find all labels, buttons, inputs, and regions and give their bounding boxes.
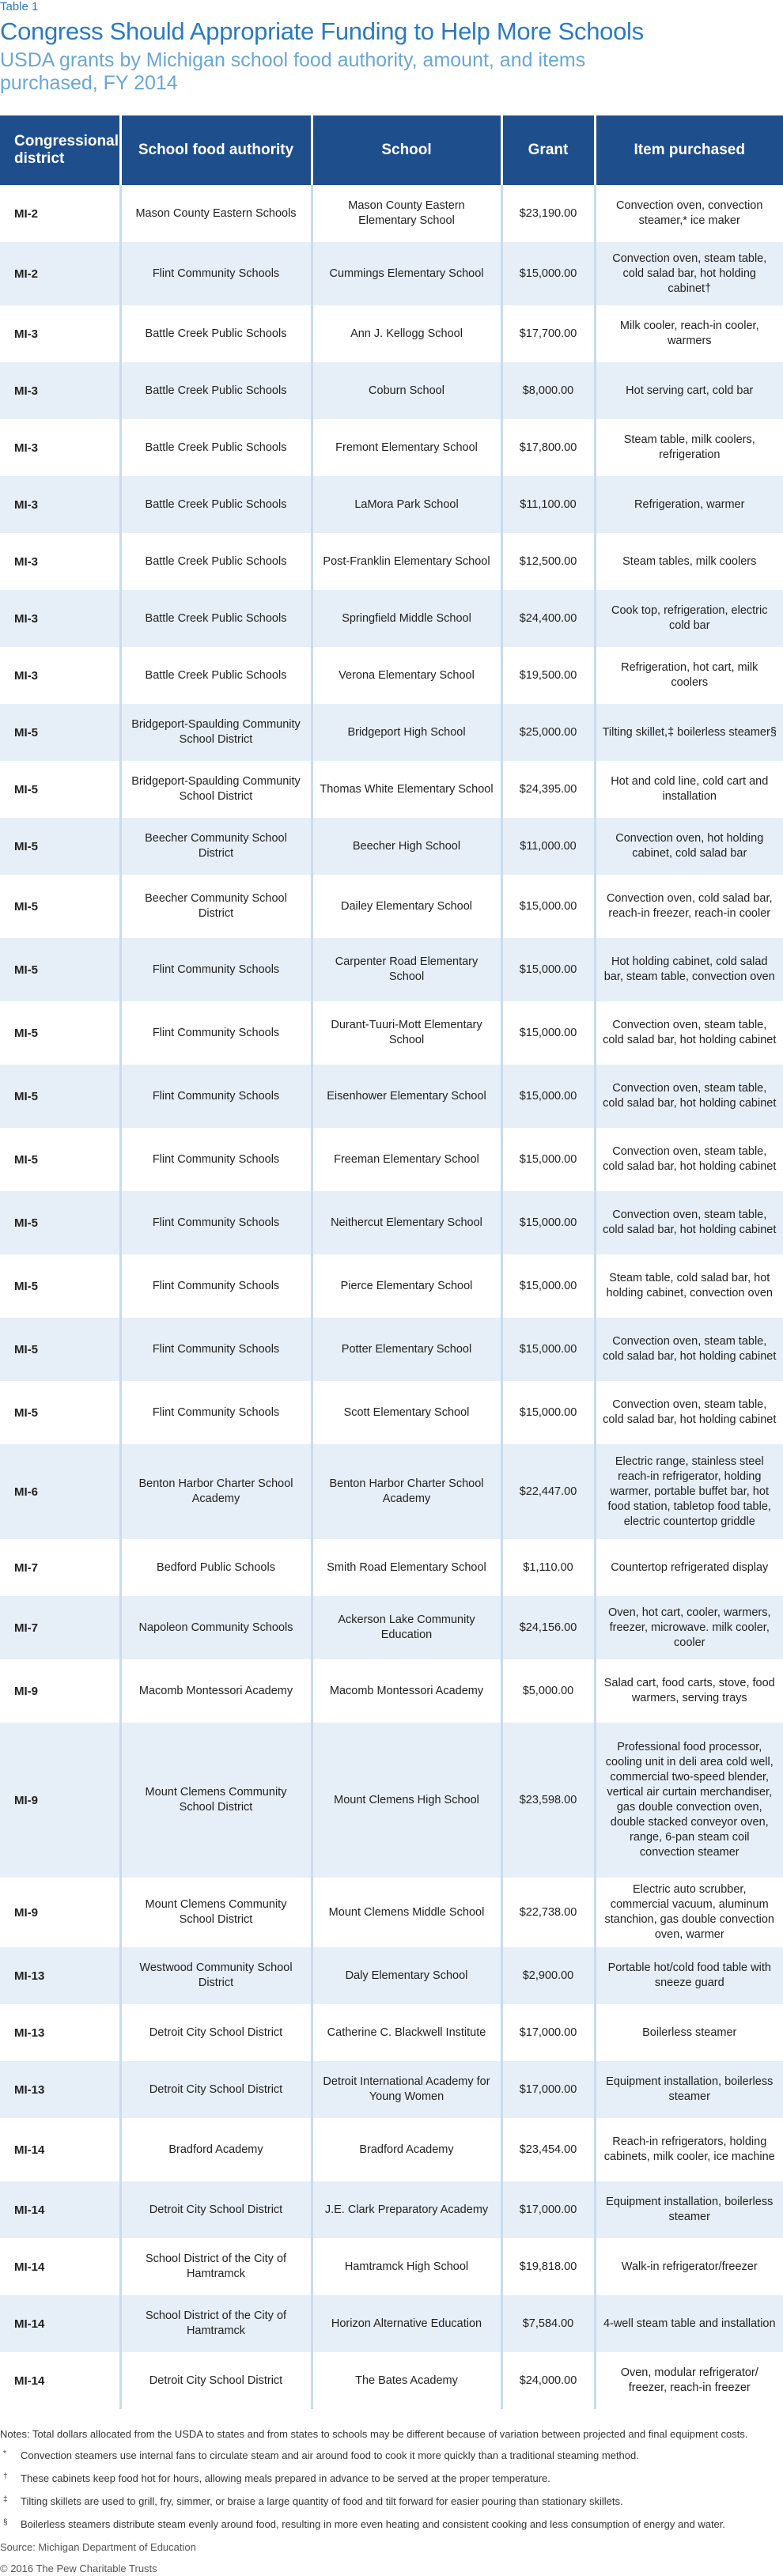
cell-school: Ackerson Lake Community Education: [312, 1596, 501, 1659]
cell-grant: $24,395.00: [501, 761, 595, 818]
cell-grant: $17,700.00: [501, 305, 595, 362]
cell-district: MI-3: [0, 533, 120, 590]
cell-items: 4-well steam table and installation: [603, 2317, 776, 2330]
cell-items: Hot holding cabinet, cold salad bar, steam table, convection oven: [603, 955, 775, 983]
cell-items: Convection oven, steam table, cold salad bar, hot holding cabinet: [603, 1145, 777, 1173]
table-row: [0, 761, 783, 818]
cell-school: Hamtramck High School: [312, 2238, 501, 2295]
table-row: [0, 1444, 783, 1539]
cell-school: Neithercut Elementary School: [312, 1191, 501, 1254]
cell-authority: Bridgeport-Spaulding Community School District: [120, 761, 312, 818]
cell-school: Potter Elementary School: [312, 1318, 501, 1381]
cell-items: Hot and cold line, cold cart and installation: [611, 775, 769, 803]
table-row: [0, 2181, 783, 2238]
cell-items: Portable hot/cold food table with sneeze guard: [607, 1961, 771, 1989]
table-row: [0, 704, 783, 761]
cell-grant: $24,400.00: [501, 590, 595, 647]
table-row: [0, 362, 783, 419]
cell-district: MI-5: [0, 875, 120, 938]
source-line: Source: Michigan Department of Education: [0, 2541, 196, 2553]
cell-items: Countertop refrigerated display: [611, 1560, 769, 1574]
cell-items: Walk-in refrigerator/freezer: [621, 2260, 758, 2273]
cell-grant: $11,000.00: [501, 818, 595, 875]
cell-school: Durant-Tuuri-Mott Elementary School: [312, 1001, 501, 1065]
cell-school: Carpenter Road Elementary School: [312, 938, 501, 1001]
copyright-line: © 2016 The Pew Charitable Trusts: [0, 2563, 157, 2574]
cell-items: Convection oven, steam table, cold salad bar, hot holding cabinet: [603, 1398, 777, 1426]
table-row: [0, 2352, 783, 2409]
cell-items: Refrigeration, warmer: [634, 497, 745, 511]
cell-grant: $2,900.00: [501, 1947, 595, 2004]
cell-school: Macomb Montessori Academy: [312, 1659, 501, 1723]
column-header-items: Item purchased: [595, 115, 783, 185]
cell-school: Springfield Middle School: [312, 590, 501, 647]
cell-district: MI-3: [0, 647, 120, 704]
cell-school: Smith Road Elementary School: [312, 1539, 501, 1596]
cell-grant: $22,447.00: [501, 1444, 595, 1539]
cell-school: Catherine C. Blackwell Institute: [312, 2004, 501, 2061]
cell-authority: Detroit City School District: [120, 2061, 312, 2118]
cell-district: MI-5: [0, 761, 120, 818]
footnote: [0, 2448, 783, 2463]
table-row: [0, 1878, 783, 1947]
cell-district: MI-5: [0, 704, 120, 761]
cell-school: Post-Franklin Elementary School: [312, 533, 501, 590]
cell-grant: $15,000.00: [501, 875, 595, 938]
cell-school: Scott Elementary School: [312, 1381, 501, 1444]
cell-items: Electric auto scrubber, commercial vacuum, aluminum stanchion, gas double convection oven, warmer: [604, 1883, 774, 1941]
cell-district: MI-2: [0, 185, 120, 242]
cell-grant: $15,000.00: [501, 1191, 595, 1254]
table-row: [0, 1191, 783, 1254]
table-row: [0, 1128, 783, 1191]
table-row: [0, 1596, 783, 1659]
cell-district: MI-3: [0, 362, 120, 419]
cell-school: Ann J. Kellogg School: [312, 305, 501, 362]
cell-grant: $17,000.00: [501, 2004, 595, 2061]
cell-district: MI-5: [0, 1001, 120, 1065]
cell-authority: Battle Creek Public Schools: [120, 590, 312, 647]
cell-authority: Flint Community Schools: [120, 1128, 312, 1191]
cell-authority: Battle Creek Public Schools: [120, 533, 312, 590]
cell-grant: $24,156.00: [501, 1596, 595, 1659]
notes-intro: Notes: Total dollars allocated from the USDA to states and from states to schools may be different because of variation between projected and final equipment costs.: [0, 2428, 748, 2440]
cell-authority: Detroit City School District: [120, 2181, 312, 2238]
table-label: Table 1: [0, 0, 39, 13]
column-header-district: Congressional district: [0, 115, 120, 185]
cell-district: MI-13: [0, 2004, 120, 2061]
footnote-symbol: †: [3, 2472, 8, 2481]
cell-items: Professional food processor, cooling unit in deli area cold well, commercial two-speed blender, vertical air curtain merchandiser, gas double convection oven, double stacked conveyor oven, range, 6-pan steam coil convection steamer: [605, 1741, 774, 1859]
cell-items: Convection oven, steam table, cold salad bar, hot holding cabinet: [603, 1019, 777, 1046]
table-row: [0, 590, 783, 647]
cell-district: MI-7: [0, 1539, 120, 1596]
cell-items: Hot serving cart, cold bar: [626, 384, 754, 397]
table-row: [0, 1065, 783, 1128]
table-row: [0, 1001, 783, 1065]
table-row: [0, 1723, 783, 1878]
cell-district: MI-5: [0, 1128, 120, 1191]
cell-items: Oven, modular refrigerator/ freezer, reach-in freezer: [620, 2366, 758, 2394]
cell-items: Oven, hot cart, cooler, warmers, freezer, microwave. milk cooler, cooler: [608, 1606, 771, 1649]
footnote-symbol: §: [3, 2518, 8, 2527]
cell-district: MI-13: [0, 2061, 120, 2118]
cell-authority: Bedford Public Schools: [120, 1539, 312, 1596]
cell-school: Freeman Elementary School: [312, 1128, 501, 1191]
cell-school: Thomas White Elementary School: [312, 761, 501, 818]
cell-school: LaMora Park School: [312, 476, 501, 533]
cell-school: Mount Clemens High School: [312, 1723, 501, 1878]
column-header-grant: Grant: [501, 115, 595, 185]
cell-authority: Bridgeport-Spaulding Community School District: [120, 704, 312, 761]
table-row: [0, 305, 783, 362]
cell-district: MI-3: [0, 305, 120, 362]
cell-school: Verona Elementary School: [312, 647, 501, 704]
cell-district: MI-5: [0, 1254, 120, 1318]
cell-school: Pierce Elementary School: [312, 1254, 501, 1318]
table-row: [0, 476, 783, 533]
cell-authority: Beecher Community School District: [120, 875, 312, 938]
table-row: [0, 875, 783, 938]
cell-authority: Bradford Academy: [120, 2118, 312, 2181]
table-row: [0, 1381, 783, 1444]
cell-items: Convection oven, steam table, cold salad bar, hot holding cabinet: [603, 1082, 777, 1110]
cell-authority: School District of the City of Hamtramck: [120, 2238, 312, 2295]
cell-grant: $17,000.00: [501, 2181, 595, 2238]
cell-school: Benton Harbor Charter School Academy: [312, 1444, 501, 1539]
cell-items: Milk cooler, reach-in cooler, warmers: [619, 320, 759, 347]
cell-school: Beecher High School: [312, 818, 501, 875]
cell-district: MI-3: [0, 590, 120, 647]
cell-district: MI-7: [0, 1596, 120, 1659]
table-row: [0, 818, 783, 875]
page-subtitle: USDA grants by Michigan school food authority, amount, and items purchased, FY 2014: [0, 49, 586, 94]
cell-items: Convection oven, convection steamer,* ice maker: [616, 199, 763, 227]
cell-authority: Flint Community Schools: [120, 1381, 312, 1444]
cell-authority: Flint Community Schools: [120, 1001, 312, 1065]
cell-grant: $23,598.00: [501, 1723, 595, 1878]
cell-district: MI-14: [0, 2181, 120, 2238]
table-row: [0, 185, 783, 242]
footnote-text: Boilerless steamers distribute steam evenly around food, resulting in more even heating and consistent cooking and less consumption of energy and water.: [21, 2518, 726, 2530]
cell-authority: Flint Community Schools: [120, 1191, 312, 1254]
table-row: [0, 2295, 783, 2352]
cell-authority: Westwood Community School District: [120, 1947, 312, 2004]
table-row: [0, 2004, 783, 2061]
cell-items: Salad cart, food carts, stove, food warmers, serving trays: [603, 1677, 775, 1704]
table-row: [0, 1539, 783, 1596]
page-title: Congress Should Appropriate Funding to Help More Schools: [0, 17, 644, 45]
cell-authority: Benton Harbor Charter School Academy: [120, 1444, 312, 1539]
cell-school: Daly Elementary School: [312, 1947, 501, 2004]
cell-grant: $23,190.00: [501, 185, 595, 242]
cell-items: Convection oven, steam table, cold salad bar, hot holding cabinet: [603, 1209, 777, 1236]
cell-authority: Macomb Montessori Academy: [120, 1659, 312, 1723]
table-body: [0, 185, 783, 2409]
cell-district: MI-9: [0, 1659, 120, 1723]
cell-authority: Flint Community Schools: [120, 1318, 312, 1381]
cell-items: Reach-in refrigerators, holding cabinets, milk cooler, ice machine: [603, 2135, 775, 2163]
cell-school: Mount Clemens Middle School: [312, 1878, 501, 1947]
header-row: [0, 115, 783, 185]
cell-items: Cook top, refrigeration, electric cold bar: [611, 604, 768, 632]
cell-authority: Mount Clemens Community School District: [120, 1723, 312, 1878]
cell-grant: $1,110.00: [501, 1539, 595, 1596]
cell-grant: $11,100.00: [501, 476, 595, 533]
footnote-text: Convection steamers use internal fans to circulate steam and air around food to cook it more quickly than a traditional steaming method.: [21, 2449, 639, 2461]
table-row: [0, 2238, 783, 2295]
cell-authority: Flint Community Schools: [120, 242, 312, 305]
cell-items: Boilerless steamer: [642, 2026, 737, 2039]
cell-district: MI-9: [0, 1878, 120, 1947]
footnote-symbol: *: [3, 2449, 6, 2458]
cell-authority: Mount Clemens Community School District: [120, 1878, 312, 1947]
table-row: [0, 1254, 783, 1318]
cell-items: Steam tables, milk coolers: [622, 554, 757, 568]
cell-district: MI-5: [0, 1191, 120, 1254]
cell-grant: $15,000.00: [501, 938, 595, 1001]
footnote: [0, 2494, 783, 2509]
footnote-text: Tilting skillets are used to grill, fry, simmer, or braise a large quantity of food and tilt forward for easier pouring than stationary skillets.: [21, 2495, 623, 2507]
cell-items: Equipment installation, boilerless steamer: [606, 2075, 774, 2103]
cell-district: MI-5: [0, 1065, 120, 1128]
cell-school: Bridgeport High School: [312, 704, 501, 761]
cell-grant: $15,000.00: [501, 1381, 595, 1444]
column-header-authority: School food authority: [120, 115, 312, 185]
cell-school: Fremont Elementary School: [312, 419, 501, 476]
cell-authority: Battle Creek Public Schools: [120, 419, 312, 476]
cell-items: Equipment installation, boilerless steamer: [606, 2196, 774, 2223]
cell-district: MI-14: [0, 2352, 120, 2409]
footnote: [0, 2471, 783, 2486]
cell-school: Coburn School: [312, 362, 501, 419]
cell-authority: Flint Community Schools: [120, 938, 312, 1001]
cell-school: Cummings Elementary School: [312, 242, 501, 305]
cell-school: Bradford Academy: [312, 2118, 501, 2181]
cell-district: MI-14: [0, 2295, 120, 2352]
cell-authority: School District of the City of Hamtramck: [120, 2295, 312, 2352]
table-header: [0, 115, 783, 185]
table-row: [0, 2118, 783, 2181]
table-row: [0, 419, 783, 476]
footnote-text: These cabinets keep food hot for hours, allowing meals prepared in advance to be served at the proper temperature.: [21, 2472, 550, 2484]
cell-items: Steam table, milk coolers, refrigeration: [623, 433, 755, 461]
column-header-school: School: [312, 115, 501, 185]
cell-district: MI-5: [0, 818, 120, 875]
cell-district: MI-5: [0, 1381, 120, 1444]
cell-items: Convection oven, steam table, cold salad bar, hot holding cabinet: [603, 1335, 777, 1363]
cell-authority: Battle Creek Public Schools: [120, 362, 312, 419]
cell-items: Convection oven, steam table, cold salad bar, hot holding cabinet†: [612, 252, 767, 295]
footnote-symbol: ‡: [3, 2495, 8, 2504]
cell-authority: Mason County Eastern Schools: [120, 185, 312, 242]
cell-authority: Beecher Community School District: [120, 818, 312, 875]
cell-grant: $15,000.00: [501, 1254, 595, 1318]
cell-grant: $15,000.00: [501, 242, 595, 305]
cell-district: MI-9: [0, 1723, 120, 1878]
cell-grant: $22,738.00: [501, 1878, 595, 1947]
cell-school: The Bates Academy: [312, 2352, 501, 2409]
cell-grant: $15,000.00: [501, 1001, 595, 1065]
cell-grant: $7,584.00: [501, 2295, 595, 2352]
cell-grant: $5,000.00: [501, 1659, 595, 1723]
cell-district: MI-6: [0, 1444, 120, 1539]
table-row: [0, 1947, 783, 2004]
table-row: [0, 647, 783, 704]
cell-items: Refrigeration, hot cart, milk coolers: [621, 661, 758, 689]
cell-school: Horizon Alternative Education: [312, 2295, 501, 2352]
table-row: [0, 1318, 783, 1381]
cell-items: Tilting skillet,‡ boilerless steamer§: [602, 725, 777, 739]
cell-items: Convection oven, hot holding cabinet, cold salad bar: [615, 832, 764, 860]
cell-authority: Napoleon Community Schools: [120, 1596, 312, 1659]
cell-grant: $8,000.00: [501, 362, 595, 419]
cell-grant: $17,000.00: [501, 2061, 595, 2118]
cell-district: MI-14: [0, 2118, 120, 2181]
cell-district: MI-2: [0, 242, 120, 305]
cell-district: MI-13: [0, 1947, 120, 2004]
cell-grant: $19,818.00: [501, 2238, 595, 2295]
cell-authority: Battle Creek Public Schools: [120, 305, 312, 362]
cell-items: Steam table, cold salad bar, hot holding cabinet, convection oven: [606, 1272, 773, 1299]
cell-district: MI-3: [0, 476, 120, 533]
table-row: [0, 242, 783, 305]
table-row: [0, 533, 783, 590]
table-row: [0, 1659, 783, 1723]
grants-table: [0, 115, 783, 2409]
cell-district: MI-3: [0, 419, 120, 476]
cell-grant: $15,000.00: [501, 1128, 595, 1191]
cell-items: Convection oven, cold salad bar, reach-in freezer, reach-in cooler: [606, 892, 773, 920]
cell-items: Electric range, stainless steel reach-in refrigerator, holding warmer, portable buffet bar, hot food station, tabletop food table, electric countertop griddle: [607, 1454, 771, 1528]
cell-grant: $19,500.00: [501, 647, 595, 704]
cell-grant: $15,000.00: [501, 1065, 595, 1128]
cell-school: J.E. Clark Preparatory Academy: [312, 2181, 501, 2238]
table-row: [0, 938, 783, 1001]
cell-district: MI-5: [0, 1318, 120, 1381]
cell-authority: Detroit City School District: [120, 2352, 312, 2409]
cell-authority: Detroit City School District: [120, 2004, 312, 2061]
cell-authority: Flint Community Schools: [120, 1254, 312, 1318]
cell-district: MI-14: [0, 2238, 120, 2295]
cell-school: Mason County Eastern Elementary School: [312, 185, 501, 242]
footnote: [0, 2517, 783, 2532]
cell-grant: $17,800.00: [501, 419, 595, 476]
cell-authority: Flint Community Schools: [120, 1065, 312, 1128]
cell-grant: $15,000.00: [501, 1318, 595, 1381]
cell-school: Dailey Elementary School: [312, 875, 501, 938]
cell-school: Eisenhower Elementary School: [312, 1065, 501, 1128]
cell-grant: $23,454.00: [501, 2118, 595, 2181]
cell-grant: $24,000.00: [501, 2352, 595, 2409]
table-row: [0, 2061, 783, 2118]
cell-grant: $25,000.00: [501, 704, 595, 761]
cell-district: MI-5: [0, 938, 120, 1001]
notes-section: [0, 2427, 783, 2576]
cell-authority: Battle Creek Public Schools: [120, 647, 312, 704]
cell-grant: $12,500.00: [501, 533, 595, 590]
cell-school: Detroit International Academy for Young Women: [312, 2061, 501, 2118]
cell-authority: Battle Creek Public Schools: [120, 476, 312, 533]
